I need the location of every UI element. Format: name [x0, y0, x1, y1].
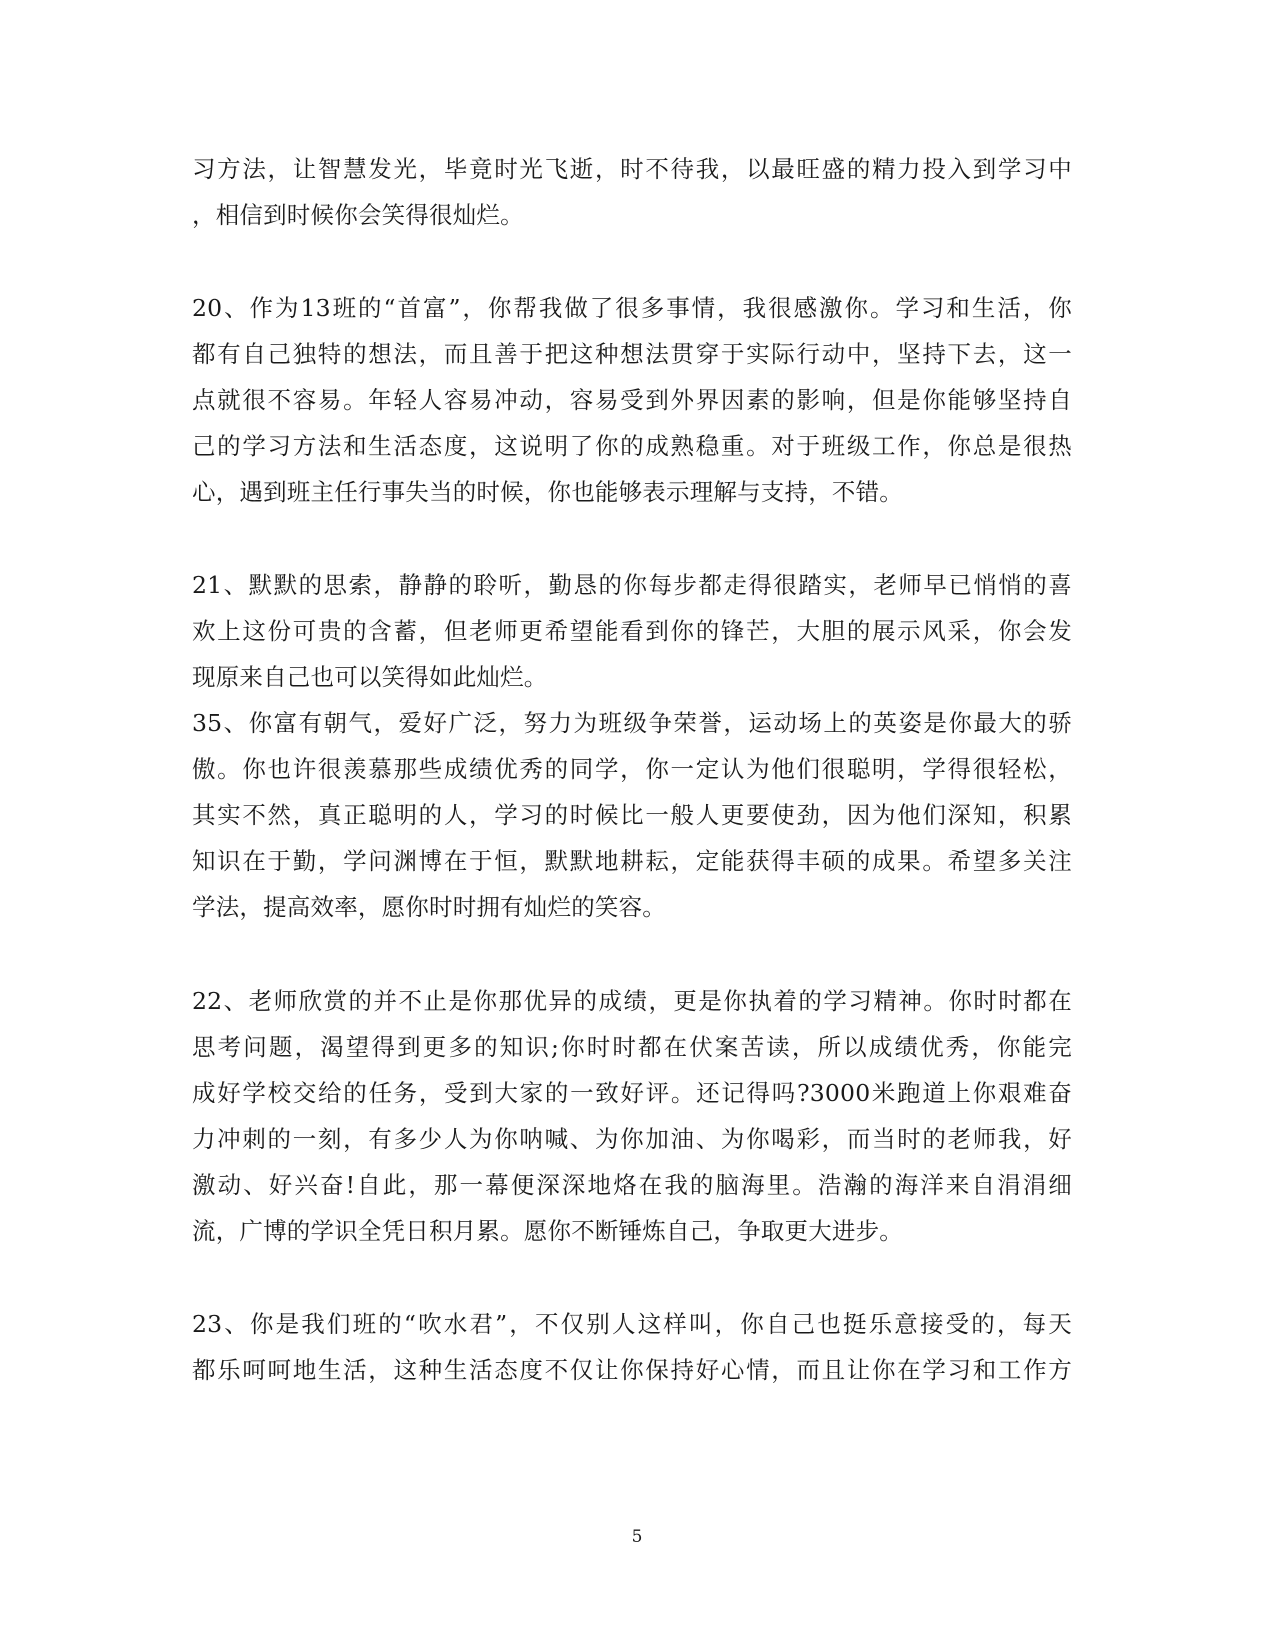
page-number: 5	[631, 1527, 643, 1547]
text-line: 欢上这份可贵的含蓄，但老师更希望能看到你的锋芒，大胆的展示风采，你会发	[192, 617, 1072, 645]
text-line: 流，广博的学识全凭日积月累。愿你不断锤炼自己，争取更大进步。	[192, 1217, 903, 1245]
text-line: 21、默默的思索，静静的聆听，勤恳的你每步都走得很踏实，老师早已悄悄的喜	[192, 571, 1072, 599]
text-line: 现原来自己也可以笑得如此灿烂。	[192, 663, 548, 691]
text-line: 都乐呵呵地生活，这种生活态度不仅让你保持好心情，而且让你在学习和工作方	[192, 1356, 1072, 1384]
text-line: 力冲刺的一刻，有多少人为你呐喊、为你加油、为你喝彩，而当时的老师我，好	[192, 1125, 1072, 1153]
text-line: 35、你富有朝气，爱好广泛，努力为班级争荣誉，运动场上的英姿是你最大的骄	[192, 709, 1072, 737]
text-line: 心，遇到班主任行事失当的时候，你也能够表示理解与支持，不错。	[192, 478, 903, 506]
text-line: 点就很不容易。年轻人容易冲动，容易受到外界因素的影响，但是你能够坚持自	[192, 386, 1072, 414]
text-line: 都有自己独特的想法，而且善于把这种想法贯穿于实际行动中，坚持下去，这一	[192, 340, 1072, 368]
text-line: 习方法，让智慧发光，毕竟时光飞逝，时不待我，以最旺盛的精力投入到学习中	[192, 155, 1072, 183]
text-line: 23、你是我们班的“吹水君”，不仅别人这样叫，你自己也挺乐意接受的，每天	[192, 1310, 1072, 1338]
text-line: 22、老师欣赏的并不止是你那优异的成绩，更是你执着的学习精神。你时时都在	[192, 987, 1072, 1015]
text-line: 己的学习方法和生活态度，这说明了你的成熟稳重。对于班级工作，你总是很热	[192, 432, 1072, 460]
text-line: ，相信到时候你会笑得很灿烂。	[192, 201, 524, 229]
text-line: 傲。你也许很羡慕那些成绩优秀的同学，你一定认为他们很聪明，学得很轻松，	[192, 755, 1072, 783]
text-line: 学法，提高效率，愿你时时拥有灿烂的笑容。	[192, 893, 666, 921]
text-line: 思考问题，渴望得到更多的知识;你时时都在伏案苦读，所以成绩优秀，你能完	[192, 1033, 1072, 1061]
text-line: 激动、好兴奋!自此，那一幕便深深地烙在我的脑海里。浩瀚的海洋来自涓涓细	[192, 1171, 1072, 1199]
text-line: 成好学校交给的任务，受到大家的一致好评。还记得吗?3000米跑道上你艰难奋	[192, 1079, 1072, 1107]
text-line: 其实不然，真正聪明的人，学习的时候比一般人更要使劲，因为他们深知，积累	[192, 801, 1072, 829]
text-line: 20、作为13班的“首富”，你帮我做了很多事情，我很感激你。学习和生活，你	[192, 294, 1072, 322]
text-line: 知识在于勤，学问渊博在于恒，默默地耕耘，定能获得丰硕的成果。希望多关注	[192, 847, 1072, 875]
